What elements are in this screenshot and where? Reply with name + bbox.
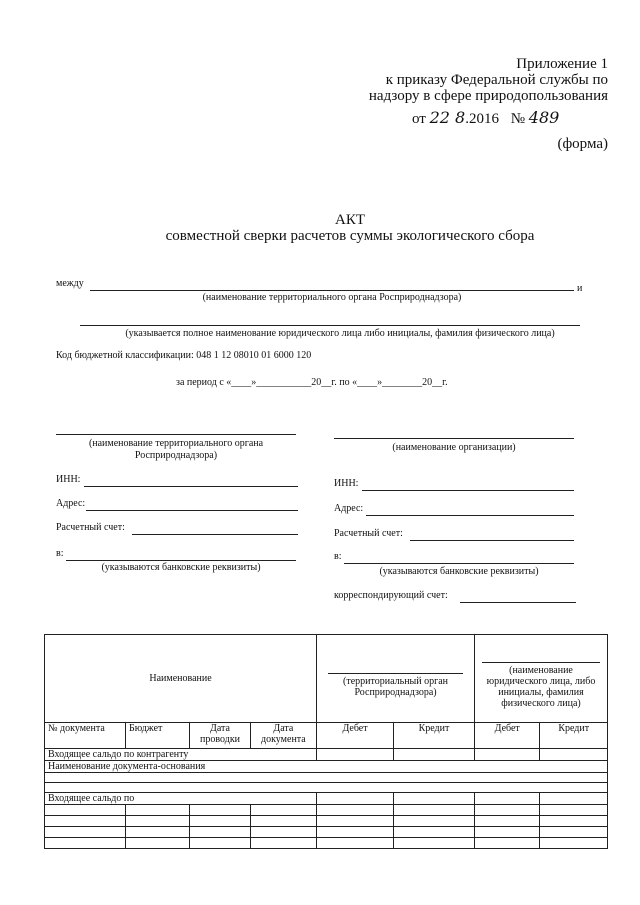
territorial-organ-header (317, 635, 475, 723)
territorial-organ-line (90, 290, 574, 291)
order-date (412, 108, 559, 128)
opening-balance-2: Входящее сальдо по (45, 793, 317, 805)
left-bank-label: в: (56, 548, 64, 559)
col-credit-1: Кредит (393, 723, 474, 749)
appendix-label: Приложение 1 (516, 56, 608, 72)
document-title: АКТ (335, 212, 365, 228)
territorial-organ-caption: (наименование территориального органа Росприроднадзора) (202, 292, 462, 303)
left-account-label: Расчетный счет: (56, 522, 125, 533)
table-row (45, 827, 608, 838)
right-account-field (410, 540, 574, 541)
table-row (45, 838, 608, 849)
right-address-field (366, 515, 574, 516)
right-bank-field (344, 563, 574, 564)
document-basis-name: Наименование документа-основания (45, 761, 608, 773)
corr-account-field (460, 602, 576, 603)
and-label: и (577, 283, 583, 294)
left-inn-field (84, 486, 298, 487)
col-doc-number: № документа (45, 723, 126, 749)
right-bank-caption: (указываются банковские реквизиты) (379, 566, 539, 577)
left-inn-label: ИНН: (56, 474, 81, 485)
table-row (45, 749, 608, 761)
left-address-field (86, 510, 298, 511)
form-label: (форма) (557, 136, 608, 152)
table-row (45, 793, 608, 805)
between-label: между (56, 278, 84, 289)
right-org-caption: (наименование организации) (392, 442, 516, 453)
table-columns-row (45, 723, 608, 749)
col-debit-1: Дебет (317, 723, 394, 749)
col-budget: Бюджет (126, 723, 190, 749)
table-row (45, 773, 608, 783)
opening-balance-contractor: Входящее сальдо по контрагенту (45, 749, 317, 761)
period-range: за период с «____»___________20__г. по «____»________20__г. (176, 377, 448, 388)
col-credit-2: Кредит (540, 723, 608, 749)
org2-caption-2: юридического лица, либо (486, 676, 596, 687)
name-header: Наименование (45, 635, 317, 723)
left-address-label: Адрес: (56, 498, 86, 509)
date-prefix: от (412, 111, 426, 127)
left-bank-field (66, 560, 296, 561)
org2-caption-4: физического лица) (501, 698, 581, 709)
left-org-line (56, 434, 296, 435)
left-org-caption-1: (наименование территориального органа (88, 438, 264, 449)
table-row (45, 783, 608, 793)
right-address-label: Адрес: (334, 503, 364, 514)
handwritten-number: 489 (528, 108, 560, 127)
col-debit-2: Дебет (474, 723, 539, 749)
budget-classification-code: Код бюджетной классификации: 048 1 12 08010 01 6000 120 (56, 350, 312, 361)
document-subtitle: совместной сверки расчетов суммы экологического сбора (165, 228, 535, 244)
org1-caption-1: (территориальный орган (343, 676, 449, 687)
legal-entity-caption: (указывается полное наименование юридического лица либо инициалы, фамилия физического лица) (125, 328, 555, 339)
right-bank-label: в: (334, 551, 342, 562)
left-bank-caption: (указываются банковские реквизиты) (101, 562, 261, 573)
left-account-field (132, 534, 298, 535)
number-label: № (510, 111, 526, 127)
col-posting-date: Дата проводки (190, 723, 250, 749)
legal-entity-line (80, 325, 580, 326)
table-row (45, 805, 608, 816)
org1-caption-2: Росприроднадзора) (354, 687, 437, 698)
table-header-row (45, 635, 608, 723)
table-row (45, 816, 608, 827)
org2-caption-1: (наименование (509, 665, 573, 676)
legal-entity-header (474, 635, 607, 723)
date-year: .2016 (465, 111, 499, 127)
right-inn-field (362, 490, 574, 491)
reconciliation-table (44, 634, 608, 849)
service-name: надзору в сфере природопользования (368, 88, 608, 104)
corr-account-label: корреспондирующий счет: (334, 590, 448, 601)
right-inn-label: ИНН: (334, 478, 359, 489)
left-org-caption-2: Росприроднадзора) (134, 450, 218, 461)
org2-caption-3: инициалы, фамилия (498, 687, 584, 698)
table-row (45, 761, 608, 773)
col-document-date: Дата документа (250, 723, 316, 749)
right-account-label: Расчетный счет: (334, 528, 403, 539)
handwritten-date: 22 8 (429, 108, 466, 127)
right-org-line (334, 438, 574, 439)
order-reference: к приказу Федеральной службы по (385, 72, 608, 88)
